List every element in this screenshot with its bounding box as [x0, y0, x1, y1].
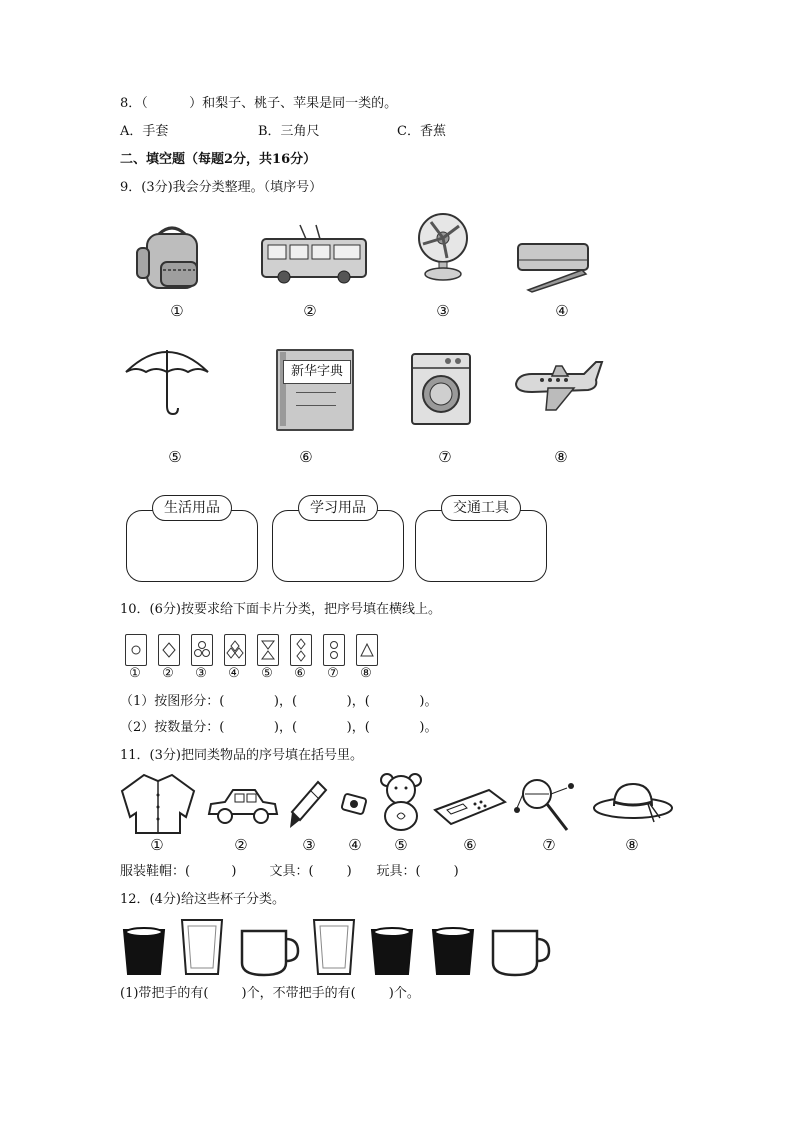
handled-mug-icon [240, 929, 300, 977]
glass-cup-icon [312, 916, 356, 976]
q8-option-a: A．手套 [120, 124, 169, 139]
q8-option-c: C．香蕉 [397, 124, 446, 139]
card-number-7: ⑦ [327, 666, 339, 681]
q11-caption-5: ⑤ [394, 836, 408, 854]
rattle-drum-icon [517, 772, 583, 834]
card-3 [191, 634, 213, 666]
q9-stem: 9．(3分)我会分类整理。（填序号） [120, 180, 323, 195]
black-cup-icon [431, 926, 475, 976]
dictionary-lines [296, 392, 336, 406]
q11-caption-8: ⑧ [625, 836, 639, 854]
section-title: 二、填空题（每题2分，共16分） [120, 152, 317, 167]
card-4 [224, 634, 246, 666]
calculator-icon [433, 788, 507, 826]
dictionary-title-label: 新华字典 [283, 360, 351, 384]
washing-machine-icon [410, 352, 472, 426]
q11-caption-7: ⑦ [542, 836, 556, 854]
q11-answer-line[interactable]: 服装鞋帽：( ) 文具：( ) 玩具：( ) [120, 864, 459, 879]
q9-caption-2: ② [303, 302, 317, 320]
q10-stem: 10．(6分)按要求给下面卡片分类，把序号填在横线上。 [120, 602, 441, 617]
q11-caption-6: ⑥ [463, 836, 477, 854]
q12-stem: 12．(4分)给这些杯子分类。 [120, 892, 285, 907]
card-8 [356, 634, 378, 666]
q10-answer-count[interactable]: （2）按数量分：( )，( )，( )。 [120, 720, 438, 735]
q9-caption-1: ① [170, 302, 184, 320]
sharpener-icon [340, 792, 370, 818]
card-1 [125, 634, 147, 666]
electric-fan-icon [413, 212, 473, 282]
card-5 [257, 634, 279, 666]
q9-caption-5: ⑤ [168, 448, 182, 466]
airplane-icon [512, 360, 604, 412]
bus-icon [260, 225, 368, 285]
pen-icon [288, 780, 328, 830]
q11-caption-2: ② [234, 836, 248, 854]
q9-caption-7: ⑦ [438, 448, 452, 466]
q9-caption-4: ④ [555, 302, 569, 320]
toy-car-icon [205, 786, 279, 828]
sun-hat-icon [592, 782, 674, 828]
category-label-transport: 交通工具 [441, 495, 521, 521]
handled-mug-icon [491, 929, 551, 977]
q12-answer-line[interactable]: (1)带把手的有( )个，不带把手的有( )个。 [120, 986, 420, 1001]
card-number-4: ④ [228, 666, 240, 681]
card-6 [290, 634, 312, 666]
card-number-1: ① [129, 666, 141, 681]
category-label-study: 学习用品 [298, 495, 378, 521]
q10-answer-shape[interactable]: （1）按图形分：( )，( )，( )。 [120, 694, 438, 709]
shirt-icon [120, 773, 196, 835]
card-2 [158, 634, 180, 666]
black-cup-icon [122, 926, 166, 976]
glass-cup-icon [180, 916, 224, 976]
card-number-5: ⑤ [261, 666, 273, 681]
umbrella-icon [124, 344, 210, 416]
q9-caption-6: ⑥ [299, 448, 313, 466]
category-label-living: 生活用品 [152, 495, 232, 521]
card-7 [323, 634, 345, 666]
card-number-6: ⑥ [294, 666, 306, 681]
q9-caption-8: ⑧ [554, 448, 568, 466]
q9-caption-3: ③ [436, 302, 450, 320]
card-number-3: ③ [195, 666, 207, 681]
black-cup-icon [370, 926, 414, 976]
q11-caption-3: ③ [302, 836, 316, 854]
q8-option-b: B．三角尺 [258, 124, 320, 139]
card-number-8: ⑧ [360, 666, 372, 681]
teddy-bear-icon [377, 772, 425, 832]
q8-stem: 8．（ ）和梨子、桃子、苹果是同一类的。 [120, 96, 398, 111]
q11-caption-1: ① [150, 836, 164, 854]
backpack-icon [135, 222, 210, 292]
pencil-case-icon [514, 240, 594, 292]
card-number-2: ② [162, 666, 174, 681]
q11-caption-4: ④ [348, 836, 362, 854]
q11-stem: 11．(3分)把同类物品的序号填在括号里。 [120, 748, 363, 763]
